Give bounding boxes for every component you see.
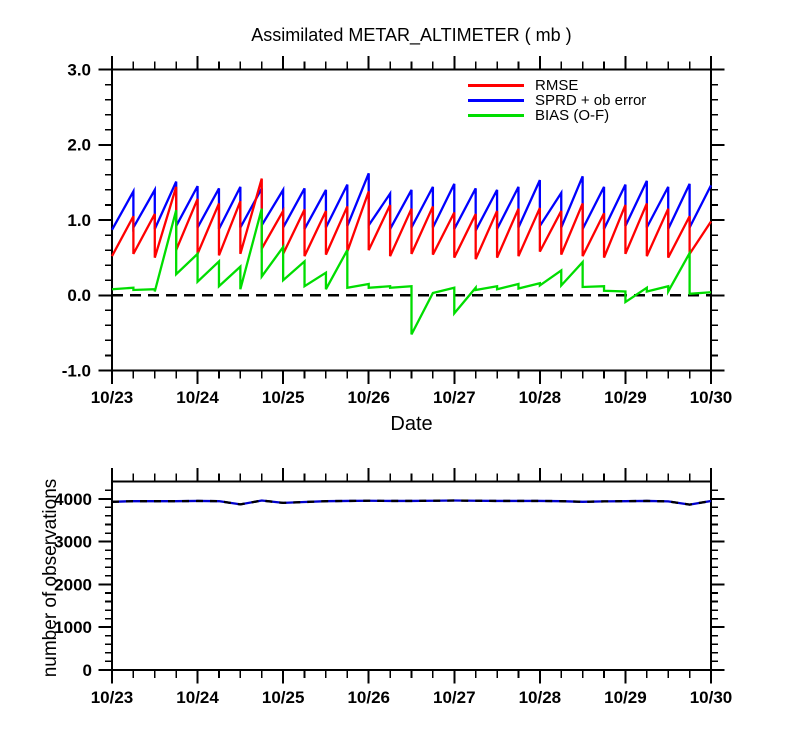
legend-label-bias: BIAS (O-F) [535, 107, 610, 124]
plot-box [112, 482, 711, 670]
y-tick-label: 1.0 [67, 210, 91, 230]
x-tick-label: 10/24 [176, 388, 219, 407]
x-tick-label: 10/26 [347, 688, 390, 707]
bottom-obs-count-panel [0, 450, 800, 750]
x-tick-label: 10/28 [518, 688, 562, 707]
legend-label-rmse: RMSE [535, 77, 579, 94]
legend-label-sprd: SPRD + ob error [535, 92, 647, 109]
x-tick-label: 10/28 [518, 388, 562, 407]
y-tick-label: 2000 [54, 575, 92, 595]
x-tick-label: 10/25 [261, 388, 305, 407]
y-tick-label: 0.0 [67, 286, 91, 306]
x-tick-label: 10/25 [261, 688, 305, 707]
x-tick-label: 10/23 [90, 388, 134, 407]
x-tick-label: 10/24 [176, 688, 219, 707]
x-tick-label: 10/26 [347, 388, 390, 407]
y-tick-label: 4000 [54, 489, 92, 509]
y-tick-label: 3000 [54, 532, 92, 552]
x-tick-label: 10/29 [604, 388, 647, 407]
y-tick-label: 1000 [54, 618, 92, 638]
y-tick-label: 2.0 [67, 135, 91, 155]
y-tick-label: -1.0 [61, 361, 91, 381]
x-tick-label: 10/30 [689, 388, 733, 407]
x-tick-label: 10/23 [90, 688, 134, 707]
y-tick-label: 0 [82, 660, 92, 680]
bottom-yaxis-title: number of observations [40, 478, 61, 678]
x-tick-label: 10/27 [433, 388, 476, 407]
x-tick-label: 10/29 [604, 688, 647, 707]
x-tick-label: 10/27 [433, 688, 476, 707]
series-line-observations-assimilated [112, 501, 711, 505]
top-chart-title: Assimilated METAR_ALTIMETER ( mb ) [251, 25, 572, 45]
x-tick-label: 10/30 [689, 688, 733, 707]
y-tick-label: 3.0 [67, 60, 91, 80]
top-xaxis-title: Date [390, 413, 433, 435]
